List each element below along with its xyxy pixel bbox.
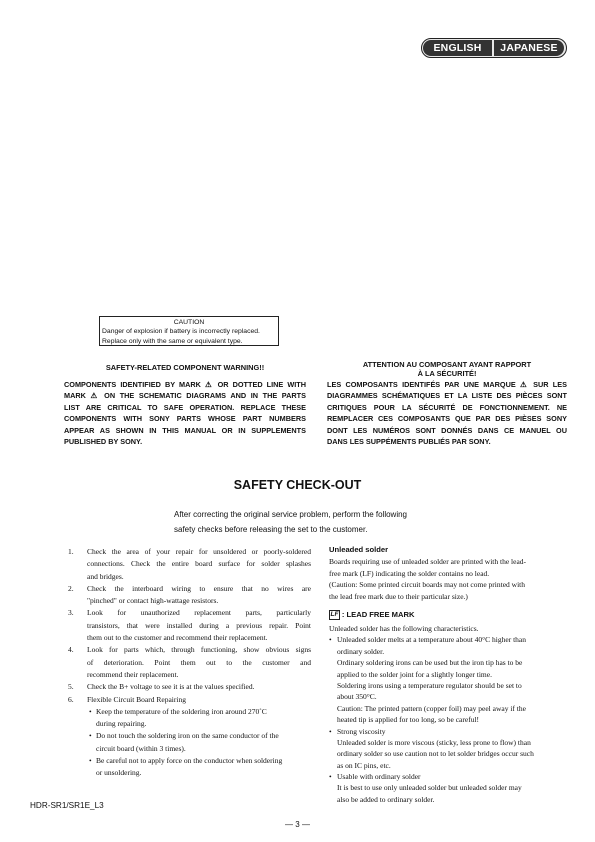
warning-en-line: MARK ⚠ ON THE SCHEMATIC DIAGRAMS AND IN THE PARTS: [64, 391, 306, 401]
warning-en-title: SAFETY-RELATED COMPONENT WARNING!!: [105, 363, 265, 372]
item-text: Check the interboard wiring to ensure that no wires are: [87, 583, 311, 593]
bullet-text: Do not touch the soldering iron on the same conductor of the: [96, 731, 279, 741]
warning-fr-body: [327, 379, 567, 447]
lead-free-heading-row: [329, 609, 569, 623]
item-text: Flexible Circuit Board Repairing: [87, 694, 186, 704]
item-number: 1.: [68, 547, 74, 556]
lf-text: Caution: The printed pattern (copper foil) may peel away if the: [337, 703, 526, 713]
item-text: of deterioration. Point them out to the customer and: [87, 657, 311, 667]
item-text: and bridges.: [87, 571, 124, 581]
safety-checkout-intro: [174, 508, 474, 537]
warning-fr-line: REMPLACER CES COMPOSANTS QUE PAR DES PIÈSES SONY: [327, 414, 567, 424]
item-text: Look for parts which, through functioning, show obvious signs: [87, 645, 311, 655]
warning-fr-title-1: ATTENTION AU COMPOSANT AYANT RAPPORT: [362, 360, 532, 369]
lead-free-icon: LF: [330, 611, 339, 619]
warning-fr-line: DIAGRAMMES SCHÉMATIQUES ET LA LISTE DES PIÈCES SONT: [327, 391, 567, 401]
caution-line-2: Replace only with the same or equivalent type.: [102, 337, 243, 345]
lead-free-heading: : LEAD FREE MARK: [341, 610, 415, 619]
language-tabs: [421, 38, 567, 58]
warning-fr-title-2: À LA SÉCURITÉ!: [417, 369, 477, 378]
lf-text: heated tip is applied for too long, so be careful!: [337, 715, 480, 725]
lf-text: Strong viscosity: [337, 726, 386, 736]
bullet: •: [89, 756, 92, 766]
tab-japanese[interactable]: JAPANESE: [494, 40, 564, 56]
warning-fr-line: DANS LES SUPPÉMENTS PUBLIÉS PAR SONY.: [327, 436, 491, 446]
item-number: 5.: [68, 682, 74, 692]
caution-line-1: Danger of explosion if battery is incorrectly replaced.: [102, 328, 260, 336]
item-text: Check the B+ voltage to see it is at the values specified.: [87, 682, 255, 692]
model-number: HDR-SR1/SR1E_L3: [30, 801, 104, 810]
bullet: •: [329, 772, 332, 782]
lf-text: Soldering irons using a temperature regulator should be set to: [337, 680, 522, 690]
item-number: 2.: [68, 583, 74, 593]
battery-caution-box: [99, 316, 279, 346]
unleaded-line: Boards requiring use of unleaded solder are printed with the lead-: [329, 557, 527, 566]
lf-text: Unleaded solder melts at a temperature about 40°C higher than: [337, 635, 526, 645]
unleaded-line: (Caution: Some printed circuit boards may not come printed with: [329, 580, 525, 590]
bullet: •: [89, 706, 92, 716]
item-number: 4.: [68, 645, 74, 655]
item-text: recommend their replacement.: [87, 669, 179, 679]
unleaded-heading: Unleaded solder: [329, 545, 389, 554]
item-text: them out to the customer and recommend their replacement.: [87, 633, 268, 643]
page-number: — 3 —: [285, 820, 310, 829]
lf-text: also be added to ordinary solder.: [337, 794, 435, 804]
unleaded-solder-section: [329, 544, 569, 602]
bullet-text: during repairing.: [96, 719, 147, 729]
lead-free-section: [329, 609, 569, 805]
warning-fr-line: CRITIQUES POUR LA SÉCURITÉ DE FONCTIONNEMENT. NE: [327, 402, 567, 412]
intro-line-2: safety checks before releasing the set to the customer.: [174, 524, 368, 534]
bullet-text: or unsoldering.: [96, 768, 142, 778]
warning-fr-line: LES COMPOSANTS IDENTIFÉS PAR UNE MARQUE ⚠ SUR LES: [327, 380, 567, 389]
lf-text: about 350°C.: [337, 692, 377, 702]
bullet: •: [329, 635, 332, 645]
unleaded-line: free mark (LF) indicating the solder contains no lead.: [329, 568, 490, 578]
item-text: connections. Check the entire board surface for solder splashes: [87, 559, 311, 569]
item-text: transistors, that were installed during a previous repair. Point: [87, 620, 311, 630]
intro-line-1: After correcting the original service problem, perform the following: [174, 510, 407, 519]
item-text: Look for unauthorized replacement parts, particularly: [87, 608, 311, 618]
bullet-text: Be careful not to apply force on the conductor when soldering: [96, 756, 283, 766]
warning-en-line: PUBLISHED BY SONY.: [64, 436, 143, 446]
unleaded-line: the lead free mark due to their particular size.): [329, 591, 468, 601]
lf-text: ordinary solder so use caution not to let solder bridges occur such: [337, 749, 534, 759]
bullet-text: Keep the temperature of the soldering iron around 270˚C: [96, 706, 267, 716]
lf-text: Ordinary soldering irons can be used but the iron tip has to be: [337, 658, 523, 668]
tab-english[interactable]: ENGLISH: [423, 40, 492, 56]
warning-en-line: LIST ARE CRITICAL TO SAFE OPERATION. REPLACE THESE: [64, 402, 306, 412]
warning-en-body: [64, 379, 306, 447]
warning-en-line: COMPONENTS IDENTIFIED BY MARK ⚠ OR DOTTED LINE WITH: [64, 380, 306, 389]
caution-title: CAUTION: [173, 319, 205, 326]
lf-text: applied to the solder joint for a slightly longer time.: [337, 669, 492, 679]
lf-text: Usable with ordinary solder: [337, 772, 421, 782]
lf-text: ordinary solder.: [337, 646, 385, 656]
lf-text: It is best to use only unleaded solder but unleaded solder may: [337, 783, 522, 793]
item-text: Check the area of your repair for unsoldered or poorly-soldered: [87, 547, 311, 556]
item-number: 6.: [68, 694, 74, 704]
bullet: •: [329, 726, 332, 736]
warning-fr-line: DONT LES NUMÉROS SONT DONNÉS DANS CE MANUEL OU: [327, 425, 567, 435]
lf-text: Unleaded solder is more viscous (sticky, less prone to flow) than: [337, 737, 531, 747]
warning-en-line: APPEAR AS SHOWN IN THIS MANUAL OR IN SUPPLEMENTS: [64, 425, 306, 435]
bullet-text: circuit board (within 3 times).: [96, 743, 186, 753]
warning-en-line: COMPONENTS WITH SONY PARTS WHOSE PART NUMBERS: [64, 414, 306, 424]
item-number: 3.: [68, 608, 74, 618]
lf-text: as on IC pins, etc.: [337, 760, 391, 770]
bullet: •: [89, 731, 92, 741]
lead-free-intro: Unleaded solder has the following characteristics.: [329, 624, 479, 633]
safety-checklist: [68, 546, 311, 780]
item-text: "pinched" or contact high-wattage resistors.: [87, 596, 219, 606]
safety-checkout-title: SAFETY CHECK-OUT: [233, 478, 362, 492]
